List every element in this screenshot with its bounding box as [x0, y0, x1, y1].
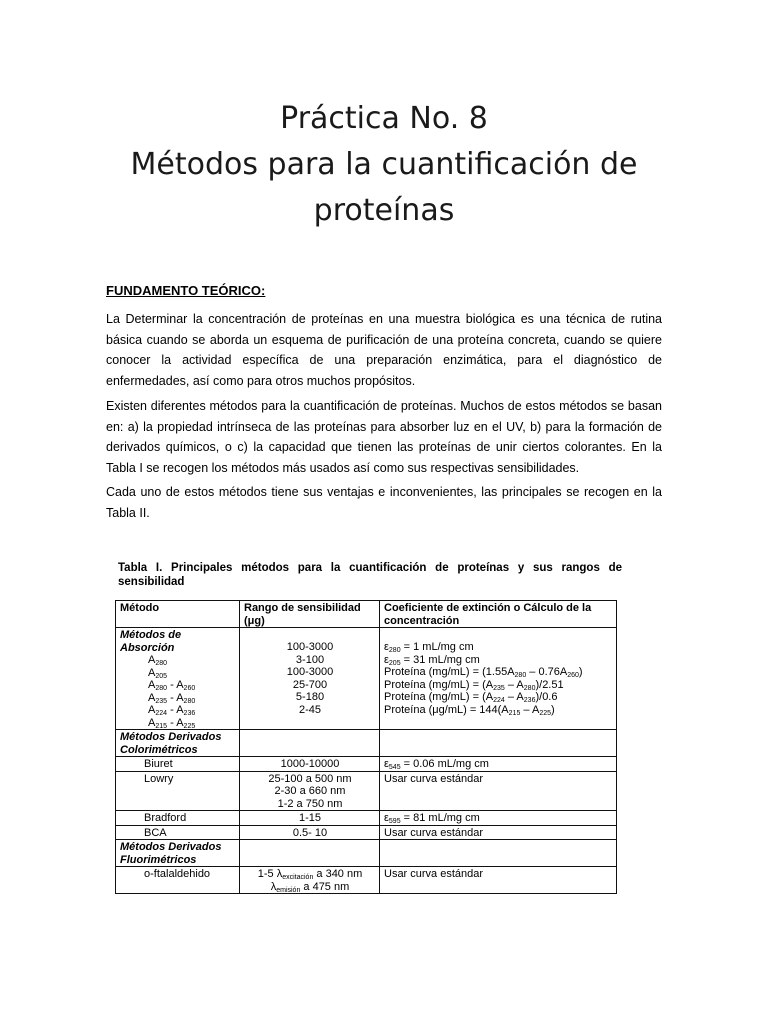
title-line-2: Métodos para la cuantificación de	[130, 147, 638, 182]
absorcion-coef-cell	[380, 628, 617, 730]
fluorimetric-coef: Usar curva estándar	[380, 867, 617, 894]
absorcion-range-list	[244, 641, 376, 716]
paragraph-3: Cada uno de estos métodos tiene sus ventajas e inconvenientes, las principales se recogen en la Tabla II.	[106, 485, 662, 520]
paragraph-1: La Determinar la concentración de proteínas en una muestra biológica es una técnica de rutina básica cuando se aborda un esquema de purificación de una proteína concreta, cuando se quiere conocer la actividad específica de una preparación enzimática, para el diagnóstico de enfermedades, así como para otros muchos propósitos.	[106, 312, 662, 388]
colorimetric-method: Lowry	[144, 772, 174, 785]
colorimetric-coef: Usar curva estándar	[380, 825, 617, 840]
title-line-1: Práctica No. 8	[280, 101, 488, 136]
colorimetric-range: 25-100 a 500 nm 2-30 a 660 nm 1-2 a 750 nm	[240, 771, 380, 811]
absorcion-range: 100-3000	[286, 666, 334, 678]
table-caption: Tabla I. Principales métodos para la cuantificación de proteínas y sus rangos de sensibilidad	[118, 562, 622, 588]
header-coef: Coeficiente de extinción o Cálculo de la concentración	[380, 601, 617, 628]
colorimetric-method: BCA	[144, 826, 167, 839]
colorimetric-range: 0.5- 10	[240, 825, 380, 840]
document-title	[60, 96, 708, 234]
colorimetric-rows	[116, 757, 617, 840]
absorcion-range: 3-100	[295, 653, 325, 666]
section-colorimetricos: Métodos Derivados Colorimétricos	[116, 730, 240, 757]
colorimetric-coef: $\varepsilon_{545} = 0.06$ mL/mg cm	[380, 757, 617, 772]
section-heading: FUNDAMENTO TEÓRICO:	[106, 283, 266, 298]
table-row-absorcion	[116, 628, 617, 730]
colorimetric-method: Biuret	[144, 758, 173, 770]
table-row	[116, 811, 617, 826]
table-row-colorimetric-heading	[116, 730, 617, 757]
fluorimetric-range: 1-5 $\lambda_{excitación}$ a 340 nm $\lambda_{emisión}$ a 475 nm	[240, 867, 380, 894]
absorcion-method: $A_{280} - A_{260}$	[148, 679, 196, 692]
absorcion-coef: $\varepsilon_{205} = 31$ mL/mg cm	[384, 653, 480, 667]
table-row-fluorimetric-heading	[116, 840, 617, 867]
colorimetric-coef: Usar curva estándar	[380, 771, 617, 811]
absorcion-coef: Proteína $(mg/mL) = (1.55A_{280} - 0.76A_{260})$	[384, 666, 583, 679]
colorimetric-method: Bradford	[144, 812, 187, 824]
table-row	[116, 825, 617, 840]
absorcion-method: $A_{280}$	[148, 654, 168, 667]
table-header-row	[116, 601, 617, 628]
absorcion-method: $A_{224} - A_{236}$	[148, 704, 196, 717]
table-row	[116, 771, 617, 811]
colorimetric-coef: $\varepsilon_{595} = 81$ mL/mg cm	[380, 811, 617, 826]
absorcion-range: 100-3000	[286, 641, 334, 653]
methods-table	[115, 600, 617, 894]
absorcion-coef: Proteína $(mg/mL) = (A_{235} - A_{280})/2.51$	[384, 678, 564, 692]
absorcion-coef: Proteína $(\mu g/mL) = 144(A_{215} - A_{225})$	[384, 703, 555, 717]
absorcion-coef: $\varepsilon_{280} = 1$ mL/mg cm	[384, 641, 474, 654]
table-row	[116, 757, 617, 772]
colorimetric-range: 1-15	[240, 811, 380, 826]
title-line-3: proteínas	[313, 193, 455, 228]
absorcion-methods-cell	[116, 628, 240, 730]
absorcion-method-list	[120, 654, 236, 729]
fluorimetric-rows	[116, 867, 617, 894]
paragraph-2: Existen diferentes métodos para la cuantificación de proteínas. Muchos de estos métodos se basan en: a) la propiedad intrínseca de las proteínas para absorber luz en el UV, b) para la formación de derivados químicos, o c) la capacidad que tienen las proteínas de unir ciertos colorantes. En la Tabla I se recogen los métodos más usados así como sus respectivas sensibilidades.	[106, 399, 662, 475]
table-row	[116, 867, 617, 894]
header-range: Rango de sensibilidad (μg)	[240, 601, 380, 628]
absorcion-range: 5-180	[295, 691, 325, 703]
absorcion-coef-list	[384, 641, 613, 716]
absorcion-method: $A_{235} - A_{280}$	[148, 691, 196, 705]
colorimetric-range: 1000-10000	[240, 757, 380, 772]
header-method: Método	[116, 601, 240, 628]
absorcion-range: 2-45	[298, 703, 322, 716]
absorcion-method: $A_{205}$	[148, 666, 168, 680]
fluorimetric-method: o-ftalaldehido	[144, 868, 211, 880]
absorcion-range-cell	[240, 628, 380, 730]
absorcion-range: 25-700	[292, 678, 328, 691]
absorcion-coef: Proteína $(mg/mL) = (A_{224} - A_{236})/0.6$	[384, 691, 558, 704]
section-fluorimetricos: Métodos Derivados Fluorimétricos	[116, 840, 240, 867]
section-absorcion: Métodos de Absorción	[120, 629, 182, 654]
absorcion-method: $A_{215} - A_{225}$	[148, 716, 196, 730]
